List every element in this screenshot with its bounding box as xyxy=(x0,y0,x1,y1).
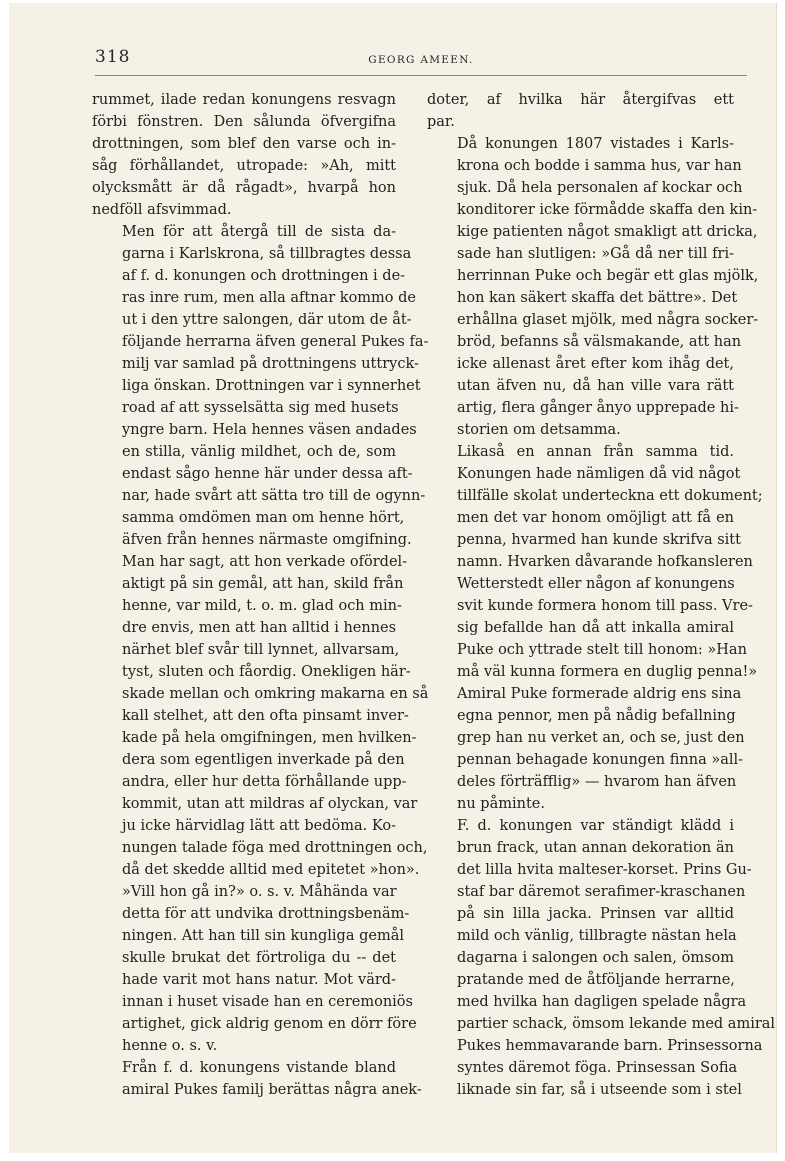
paragraph xyxy=(427,133,759,441)
text-line: amiral Pukes familj berättas några anek- xyxy=(122,1082,422,1098)
page-number: 318 xyxy=(95,47,131,67)
text-line: deles förträfflig» — hvarom han äfven xyxy=(457,774,737,790)
text-line: tillfälle skolat underteckna ett dokument; xyxy=(457,488,763,504)
text-line: nar, hade svårt att sätta tro till de ogynn- xyxy=(122,488,426,504)
text-line: hade varit mot hans natur. Mot värd- xyxy=(122,972,396,988)
paragraph xyxy=(427,815,776,1101)
text-line: sjuk. Då hela personalen af kockar och xyxy=(457,180,743,196)
text-line: mild och vänlig, tillbragte nästan hela xyxy=(457,928,737,944)
paragraph xyxy=(92,1057,422,1101)
text-line: Man har sagt, att hon verkade ofördel- xyxy=(122,554,408,570)
text-line: sig befallde han då att inkalla amiral xyxy=(457,620,734,636)
text-line: liknade sin far, så i utseende som i stel xyxy=(457,1082,742,1098)
text-line: doter, af hvilka här återgifvas ett xyxy=(427,92,734,108)
text-line: herrinnan Puke och begär ett glas mjölk, xyxy=(457,268,759,284)
text-line: då det skedde alltid med epitetet »hon». xyxy=(122,862,420,878)
paragraph xyxy=(427,441,763,815)
text-line: grep han nu verket an, och se, just den xyxy=(457,730,745,746)
text-line: på sin lilla jacka. Prinsen var alltid xyxy=(457,906,734,922)
text-line: henne, var mild, t. o. m. glad och min- xyxy=(122,598,402,614)
text-line: Pukes hemmavarande barn. Prinsessorna xyxy=(457,1038,763,1054)
text-line: road af att sysselsätta sig med husets xyxy=(122,400,399,416)
text-line: konditorer icke förmådde skaffa den kin- xyxy=(457,202,758,218)
text-line: af f. d. konungen och drottningen i de- xyxy=(122,268,406,284)
text-line: nedföll afsvimmad. xyxy=(92,202,232,218)
text-line: dagarna i salongen och salen, ömsom xyxy=(457,950,734,966)
paragraph xyxy=(427,89,734,133)
text-line: en stilla, vänlig mildhet, och de, som xyxy=(122,444,396,460)
text-line: Men för att återgå till de sista da- xyxy=(122,224,396,240)
text-line: rummet, ilade redan konungens resvagn xyxy=(92,92,396,108)
text-line: skulle brukat det förtroliga du -- det xyxy=(122,950,396,966)
book-page xyxy=(9,3,777,1153)
text-line: Då konungen 1807 vistades i Karls- xyxy=(457,136,734,152)
text-line: staf bar däremot serafimer-kraschanen xyxy=(457,884,746,900)
text-line: aktigt på sin gemål, att han, skild från xyxy=(122,576,404,592)
text-line: dera som egentligen inverkade på den xyxy=(122,752,405,768)
left-text-column xyxy=(92,89,429,1109)
text-line: skade mellan och omkring makarna en så xyxy=(122,686,429,702)
text-line: må väl kunna formera en duglig penna!» xyxy=(457,664,758,680)
text-line: ju icke härvidlag lätt att bedöma. Ko- xyxy=(122,818,396,834)
text-line: detta för att undvika drottningsbenäm- xyxy=(122,906,410,922)
text-line: pratande med de åtföljande herrarne, xyxy=(457,972,735,988)
text-line: ras inre rum, men alla aftnar kommo de xyxy=(122,290,416,306)
text-line: ningen. Att han till sin kungliga gemål xyxy=(122,928,404,944)
text-line: kige patienten något smakligt att dricka, xyxy=(457,224,758,240)
text-line: Wetterstedt eller någon af konungens xyxy=(457,576,735,592)
text-line: följande herrarna äfven general Pukes fa- xyxy=(122,334,429,350)
text-line: med hvilka han dagligen spelade några xyxy=(457,994,747,1010)
text-line: syntes däremot föga. Prinsessan Sofia xyxy=(457,1060,738,1076)
text-line: penna, hvarmed han kunde skrifva sitt xyxy=(457,532,741,548)
text-line: drottningen, som blef den varse och in- xyxy=(92,136,396,152)
text-line: erhållna glaset mjölk, med några socker- xyxy=(457,312,759,328)
text-line: krona och bodde i samma hus, var han xyxy=(457,158,742,174)
text-line: nungen talade föga med drottningen och, xyxy=(122,840,428,856)
text-line: närhet blef svår till lynnet, allvarsam, xyxy=(122,642,400,658)
text-line: svit kunde formera honom till pass. Vre- xyxy=(457,598,753,614)
text-line: sade han slutligen: »Gå då ner till fri- xyxy=(457,246,734,262)
text-line: milj var samlad på drottningens uttryck- xyxy=(122,356,419,372)
header-rule xyxy=(95,75,747,76)
text-line: garna i Karlskrona, så tillbragtes dessa xyxy=(122,246,412,262)
text-line: äfven från hennes närmaste omgifning. xyxy=(122,532,412,548)
text-line: brun frack, utan annan dekoration än xyxy=(457,840,734,856)
text-line: nu påminte. xyxy=(457,796,545,812)
text-line: artig, flera gånger ånyo upprepade hi- xyxy=(457,400,739,416)
text-line: Likaså en annan från samma tid. xyxy=(457,444,734,460)
text-line: tyst, sluten och fåordig. Onekligen här- xyxy=(122,664,411,680)
text-line: egna pennor, men på nådig befallning xyxy=(457,708,736,724)
text-line: pennan behagade konungen finna »all- xyxy=(457,752,744,768)
text-line: såg förhållandet, utropade: »Ah, mitt xyxy=(92,158,396,174)
text-line: bröd, befanns så välsmakande, att han xyxy=(457,334,742,350)
text-line: men det var honom omöjligt att få en xyxy=(457,510,734,526)
text-line: liga önskan. Drottningen var i synnerhet xyxy=(122,378,421,394)
text-line: dre envis, men att han alltid i hennes xyxy=(122,620,397,636)
text-line: yngre barn. Hela hennes väsen andades xyxy=(122,422,417,438)
right-text-column xyxy=(427,89,776,1109)
text-line: samma omdömen man om henne hört, xyxy=(122,510,405,526)
text-line: kall stelhet, att den ofta pinsamt inver- xyxy=(122,708,409,724)
text-line: innan i huset visade han en ceremoniös xyxy=(122,994,413,1010)
text-line: kade på hela omgifningen, men hvilken- xyxy=(122,730,417,746)
text-line: »Vill hon gå in?» o. s. v. Måhända var xyxy=(122,884,397,900)
text-line: kommit, utan att mildras af olyckan, var xyxy=(122,796,418,812)
text-line: par. xyxy=(427,114,455,130)
text-line: henne o. s. v. xyxy=(122,1038,218,1054)
paragraph xyxy=(92,221,429,1057)
text-line: det lilla hvita malteser-korset. Prins Gu- xyxy=(457,862,752,878)
text-line: förbi fönstren. Den sålunda öfvergifna xyxy=(92,114,396,130)
text-line: hon kan säkert skaffa det bättre». Det xyxy=(457,290,738,306)
text-line: utan äfven nu, då han ville vara rätt xyxy=(457,378,734,394)
text-line: storien om detsamma. xyxy=(457,422,621,438)
paragraph xyxy=(92,89,396,221)
text-line: F. d. konungen var ständigt klädd i xyxy=(457,818,734,834)
text-line: Från f. d. konungens vistande bland xyxy=(122,1060,396,1076)
text-line: icke allenast året efter kom ihåg det, xyxy=(457,356,734,372)
text-line: andra, eller hur detta förhållande upp- xyxy=(122,774,407,790)
text-line: olycksmått är då rågadt», hvarpå hon xyxy=(92,180,396,196)
page-header xyxy=(95,47,747,71)
text-line: Amiral Puke formerade aldrig ens sina xyxy=(457,686,742,702)
text-line: endast sågo henne här under dessa aft- xyxy=(122,466,413,482)
text-line: ut i den yttre salongen, där utom de åt- xyxy=(122,312,412,328)
text-line: artighet, gick aldrig genom en dörr före xyxy=(122,1016,417,1032)
text-line: Konungen hade nämligen då vid något xyxy=(457,466,741,482)
text-line: Puke och yttrade stelt till honom: »Han xyxy=(457,642,747,658)
text-line: partier schack, ömsom lekande med amiral xyxy=(457,1016,776,1032)
running-head: GEORG AMEEN. xyxy=(368,54,474,66)
text-line: namn. Hvarken dåvarande hofkansleren xyxy=(457,554,753,570)
